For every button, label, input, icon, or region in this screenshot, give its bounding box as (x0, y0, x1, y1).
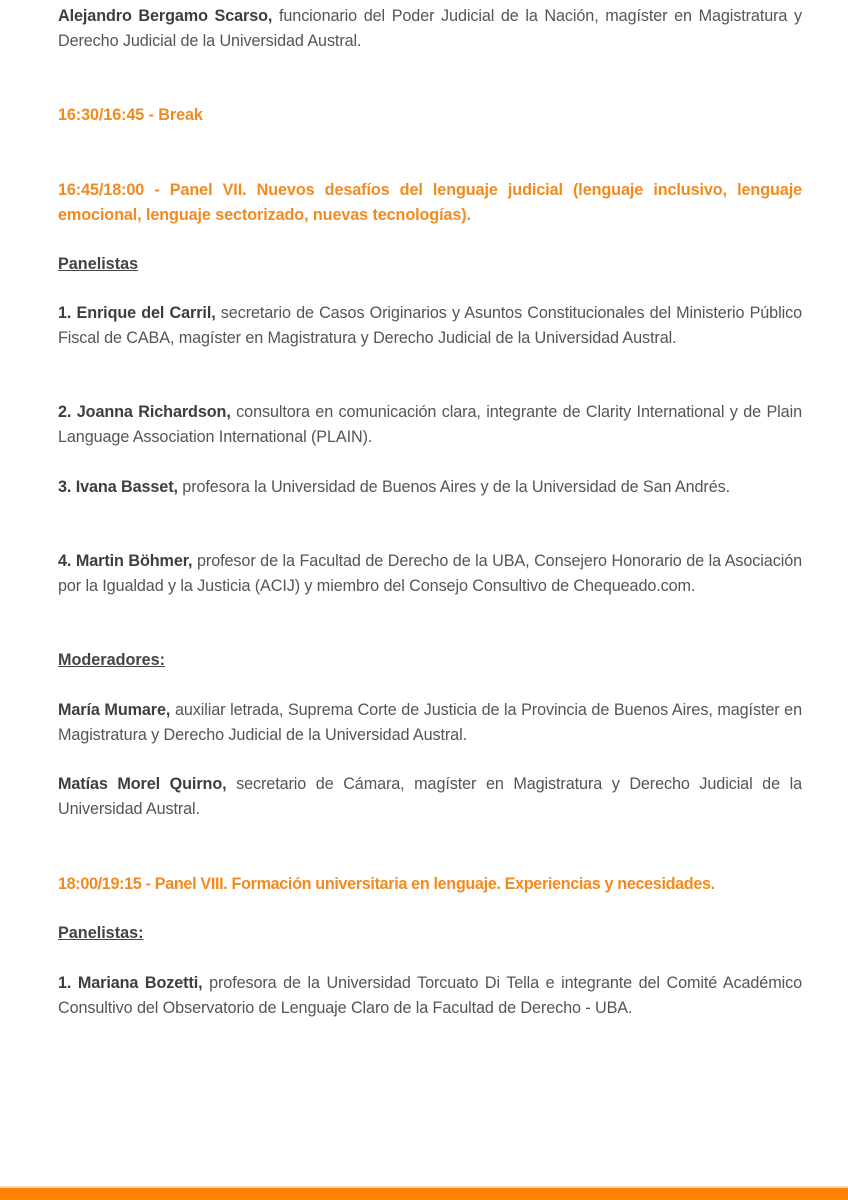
footer-bar (0, 1188, 848, 1200)
panelist-description: profesor de la Facultad de Derecho de la UBA, Consejero Honorario de la Asociación por la Igualdad y la Justicia (ACIJ) y miembro del Consejo Consultivo de Chequeado.com. (58, 552, 802, 595)
speaker-description: funcionario del Poder Judicial de la Nación, magíster en Magistratura y Derecho Judicial de la Universidad Austral. (58, 7, 802, 50)
panelist-name: 4. Martin Böhmer, (58, 552, 193, 570)
moderator-description: auxiliar letrada, Suprema Corte de Justicia de la Provincia de Buenos Aires, magíster en Magistratura y Derecho Judicial de la Universidad Austral. (58, 701, 802, 744)
panelists-label: Panelistas (58, 255, 139, 273)
panelist-entry (58, 475, 802, 500)
panel-viii-heading: 18:00/19:15 - Panel VIII. Formación universitaria en lenguaje. Experiencias y necesidades. (58, 875, 715, 893)
speaker-entry (58, 4, 802, 54)
moderators-label: Moderadores: (58, 651, 166, 669)
moderator-description: secretario de Cámara, magíster en Magistratura y Derecho Judicial de la Universidad Austral. (58, 775, 802, 818)
panelist-entry (58, 301, 802, 351)
panelist-entry (58, 549, 802, 599)
panelist-entry (58, 400, 802, 450)
panelist-entry (58, 971, 802, 1021)
panelist-name: 2. Joanna Richardson, (58, 403, 231, 421)
panelist-name: 3. Ivana Basset, (58, 478, 178, 496)
moderator-entry (58, 698, 802, 748)
panel-vii-heading: 16:45/18:00 - Panel VII. Nuevos desafíos del lenguaje judicial (lenguaje inclusivo, lenguaje emocional, lenguaje sectorizado, nuevas tecnologías). (58, 181, 802, 224)
panelist-description: consultora en comunicación clara, integrante de Clarity International y de Plain Language Association International (PLAIN). (58, 403, 802, 446)
speaker-name: Alejandro Bergamo Scarso, (58, 7, 273, 25)
panelist-description: secretario de Casos Originarios y Asuntos Constitucionales del Ministerio Público Fiscal de CABA, magíster en Magistratura y Derecho Judicial de la Universidad Austral. (58, 304, 802, 347)
panelists-label: Panelistas: (58, 924, 144, 942)
moderator-name: María Mumare, (58, 701, 171, 719)
moderator-name: Matías Morel Quirno, (58, 775, 227, 793)
panelist-name: 1. Mariana Bozetti, (58, 974, 203, 992)
break-heading: 16:30/16:45 - Break (58, 106, 203, 124)
moderator-entry (58, 772, 802, 822)
panelist-description: profesora de la Universidad Torcuato Di Tella e integrante del Comité Académico Consultivo del Observatorio de Lenguaje Claro de la Facultad de Derecho - UBA. (58, 974, 802, 1017)
panelist-description: profesora la Universidad de Buenos Aires y de la Universidad de San Andrés. (177, 478, 730, 496)
panelist-name: 1. Enrique del Carril, (58, 304, 216, 322)
